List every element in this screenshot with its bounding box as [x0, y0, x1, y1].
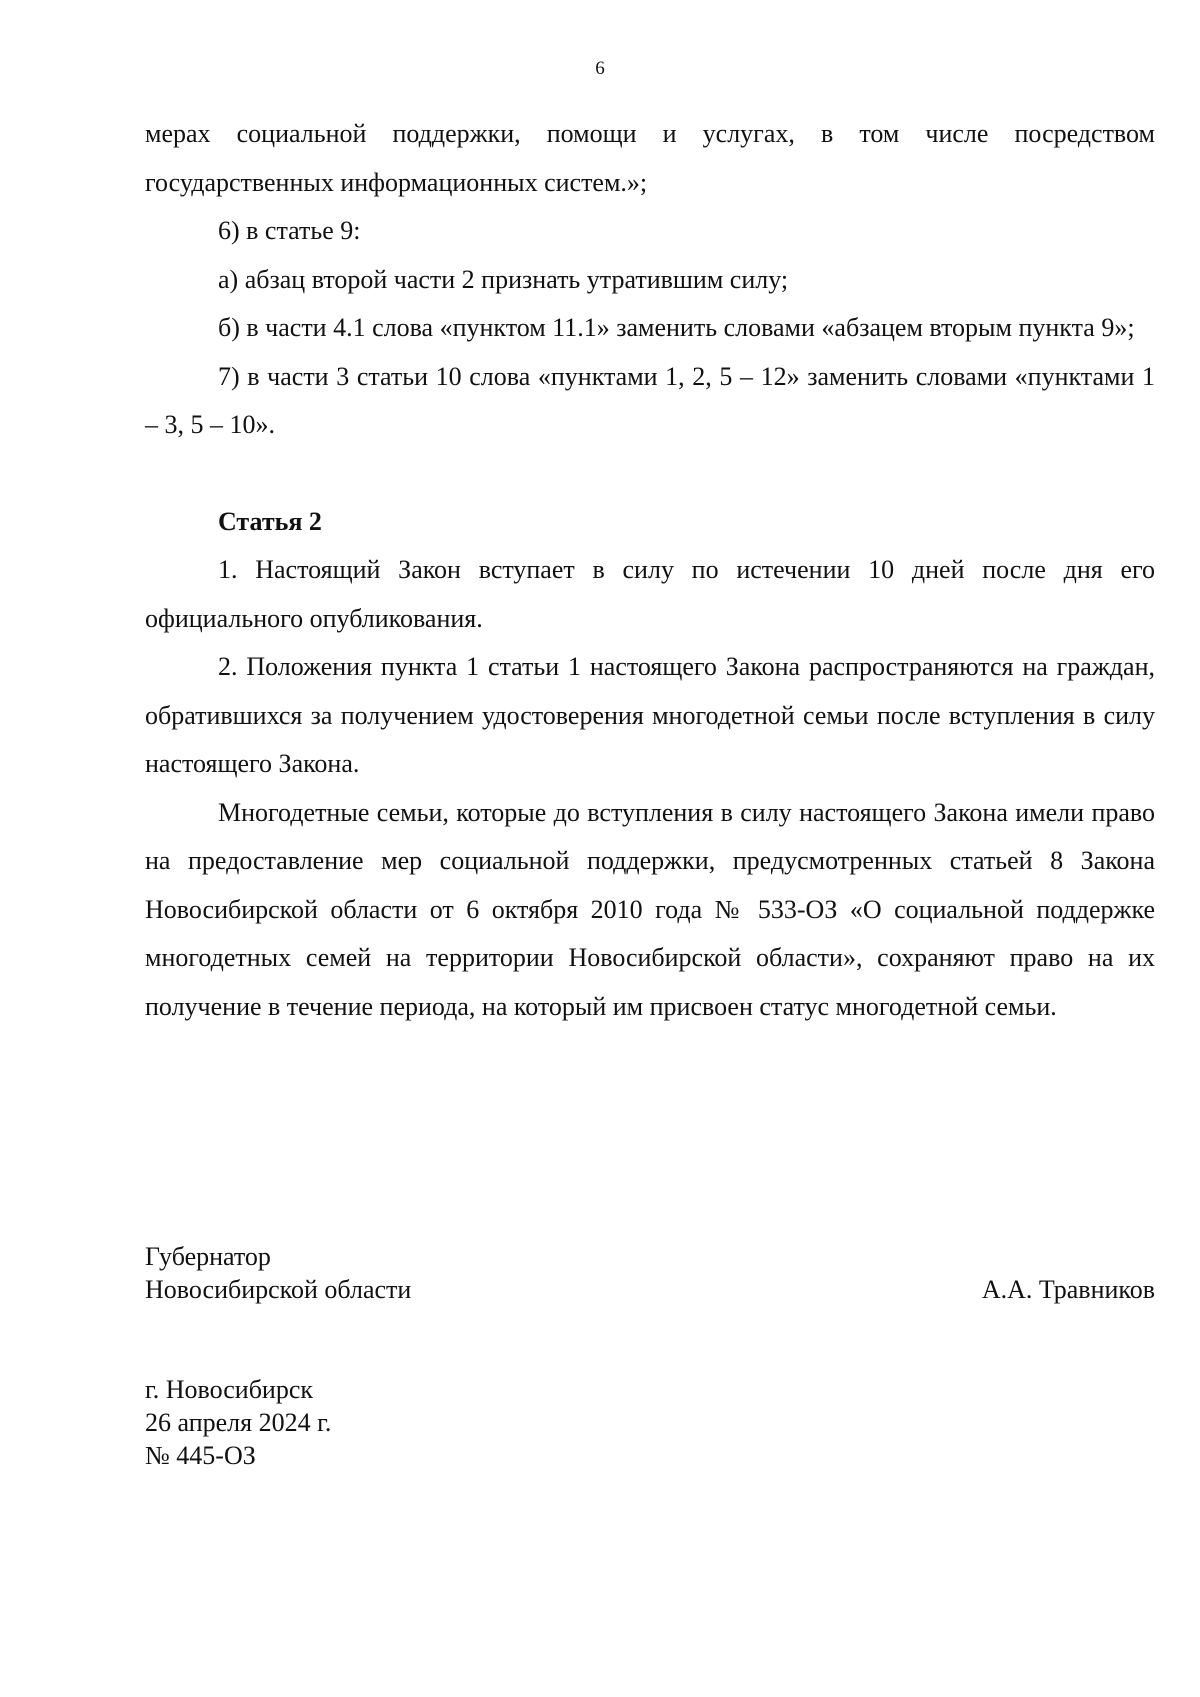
signatory-position-line2: Новосибирской области [145, 1275, 412, 1304]
paragraph-item-6b: б) в части 4.1 слова «пунктом 11.1» заменить словами «абзацем вторым пункта 9»; [218, 313, 1135, 342]
signatory-name: А.А. Травников [981, 1275, 1155, 1304]
article-2-paragraph-1: 1. Настоящий Закон вступает в силу по истечении 10 дней после дня его официального опубликования. [145, 555, 1155, 633]
paragraph-continuation: мерах социальной поддержки, помощи и услугах, в том числе посредством государственных информационных систем.»; [145, 119, 1155, 197]
paragraph-item-6a: а) абзац второй части 2 признать утратившим силу; [218, 264, 789, 294]
page-number: 6 [595, 58, 605, 79]
document-body [145, 110, 1155, 1031]
signature-block [145, 1240, 1155, 1306]
signature-row [145, 1273, 1155, 1306]
signatory-position-line1: Губернатор [145, 1242, 271, 1271]
paragraph-item-6: 6) в статье 9: [218, 216, 361, 245]
article-2-title: Статья 2 [218, 506, 322, 536]
place-date-block [145, 1373, 331, 1472]
law-number: № 445-ОЗ [145, 1441, 256, 1470]
paragraph-item-7: 7) в части 3 статьи 10 слова «пунктами 1, 2, 5 – 12» заменить словами «пунктами 1 – 3, 5 – 10». [145, 361, 1155, 439]
city: г. Новосибирск [145, 1375, 314, 1404]
article-2-paragraph-2: 2. Положения пункта 1 статьи 1 настоящего Закона распространяются на граждан, обратившихся за получением удостоверения многодетной семьи после вступления в силу настоящего Закона. [145, 652, 1155, 778]
date: 26 апреля 2024 г. [145, 1408, 332, 1437]
article-2-paragraph-3: Многодетные семьи, которые до вступления в силу настоящего Закона имели право на предоставление мер социальной поддержки, предусмотренных статьей 8 Закона Новосибирской области от 6 октября 2010 года № 533-ОЗ «О социальной поддержке многодетных семей на территории Новосибирской области», сохраняют право на их получение в течение периода, на который им присвоен статус многодетной семьи. [145, 797, 1155, 1021]
